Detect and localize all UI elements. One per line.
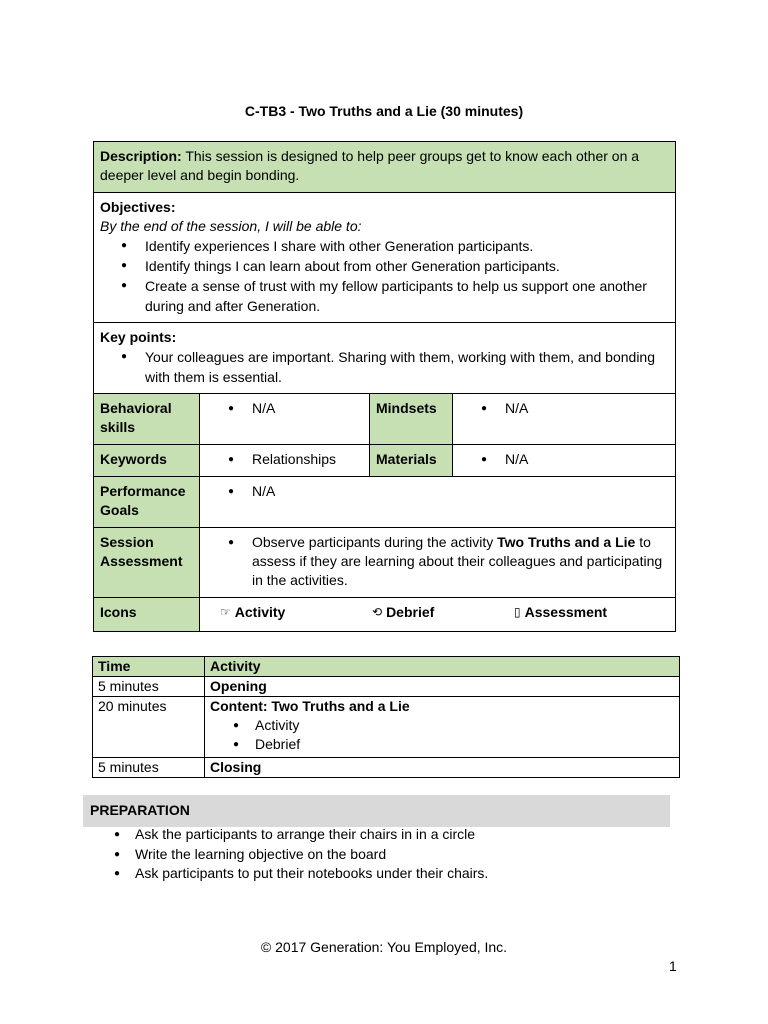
session-assessment-value-cell — [200, 528, 676, 598]
performance-goals-value-cell — [200, 477, 676, 528]
keywords-value-cell — [200, 445, 370, 477]
icons-legend-cell — [200, 598, 676, 632]
schedule-header-activity: Activity — [205, 657, 680, 677]
materials-value-cell — [453, 445, 676, 477]
schedule-activity — [205, 697, 680, 758]
description-label: Description: — [100, 148, 182, 164]
keywords-label: Keywords — [94, 445, 200, 477]
schedule-time: 5 minutes — [93, 677, 205, 697]
schedule-activity — [205, 758, 680, 778]
behavioral-skills-value: ● N/A — [252, 399, 363, 418]
list-item: ● Debrief — [255, 735, 674, 754]
missing-glyph-icon: ▯ — [514, 605, 521, 619]
schedule-header-row — [93, 657, 680, 677]
preparation-list — [114, 825, 488, 884]
mindsets-label: Mindsets — [370, 394, 453, 445]
mindsets-value: ● N/A — [505, 399, 669, 418]
schedule-time: 5 minutes — [93, 758, 205, 778]
materials-label: Materials — [370, 445, 453, 477]
list-item: ● Ask participants to put their notebooks under their chairs. — [135, 864, 488, 884]
key-points-list — [100, 347, 669, 387]
key-points-label: Key points: — [100, 329, 177, 345]
key-points-cell — [94, 323, 676, 394]
list-item: ● Activity — [255, 716, 674, 735]
list-item: ● Ask the participants to arrange their chairs in in a circle — [135, 825, 488, 845]
copyright-footer: © 2017 Generation: You Employed, Inc. — [260, 939, 508, 955]
preparation-title: PREPARATION — [90, 802, 190, 818]
schedule-activity — [205, 677, 680, 697]
session-assessment-value — [252, 533, 669, 590]
legend-debrief-label: Debrief — [386, 604, 435, 620]
objective-item: ● Identify things I can learn about from other Generation participants. — [145, 256, 669, 276]
schedule-subitems — [210, 716, 674, 754]
schedule-table — [92, 656, 680, 778]
objectives-list — [100, 236, 669, 316]
legend-activity — [220, 603, 372, 622]
list-item: ● Write the learning objective on the board — [135, 845, 488, 865]
objectives-cell — [94, 193, 676, 323]
legend-debrief — [372, 603, 514, 622]
legend-activity-label: Activity — [234, 604, 286, 620]
session-overview-table — [93, 141, 676, 632]
icons-label: Icons — [94, 598, 200, 632]
page-title: C-TB3 - Two Truths and a Lie (30 minutes) — [244, 103, 524, 119]
table-row — [93, 758, 680, 778]
schedule-time: 20 minutes — [93, 697, 205, 758]
mindsets-value-cell — [453, 394, 676, 445]
behavioral-skills-value-cell — [200, 394, 370, 445]
objectives-intro: By the end of the session, I will be able to: — [100, 218, 362, 234]
description-cell — [94, 142, 676, 193]
circular-arrow-icon: ⟲ — [372, 605, 383, 619]
schedule-activity-title: Content: Two Truths and a Lie — [210, 698, 410, 714]
objectives-label: Objectives: — [100, 199, 176, 215]
key-point-item: ● Your colleagues are important. Sharing with them, working with them, and bonding with them is essential. — [145, 347, 669, 387]
schedule-activity-title: Closing — [210, 759, 262, 775]
legend-assessment-label: Assessment — [524, 604, 608, 620]
session-assessment-label: Session Assessment — [94, 528, 200, 598]
page-number: 1 — [669, 958, 677, 974]
icons-legend — [220, 603, 669, 622]
assessment-text-post: to assess if they are learning about their colleagues and participating in the activities. — [252, 534, 663, 588]
pointing-hand-icon: ☞ — [220, 605, 231, 619]
objective-item: ● Identify experiences I share with other Generation participants. — [145, 236, 669, 256]
keywords-value: ● Relationships — [252, 450, 363, 469]
table-row — [93, 677, 680, 697]
performance-goals-label: Performance Goals — [94, 477, 200, 528]
legend-assessment — [514, 603, 607, 622]
materials-value: ● N/A — [505, 450, 669, 469]
table-row — [93, 697, 680, 758]
assessment-activity-name: Two Truths and a Lie — [497, 534, 636, 550]
objective-item: ● Create a sense of trust with my fellow participants to help us support one another during and after Generation. — [145, 276, 669, 316]
behavioral-skills-label: Behavioral skills — [94, 394, 200, 445]
assessment-text-pre: Observe participants during the activity — [252, 534, 498, 550]
performance-goals-value: ● N/A — [252, 482, 669, 501]
schedule-activity-title: Opening — [210, 678, 267, 694]
description-text: This session is designed to help peer groups get to know each other on a deeper level and begin bonding. — [100, 148, 640, 183]
schedule-header-time: Time — [93, 657, 205, 677]
